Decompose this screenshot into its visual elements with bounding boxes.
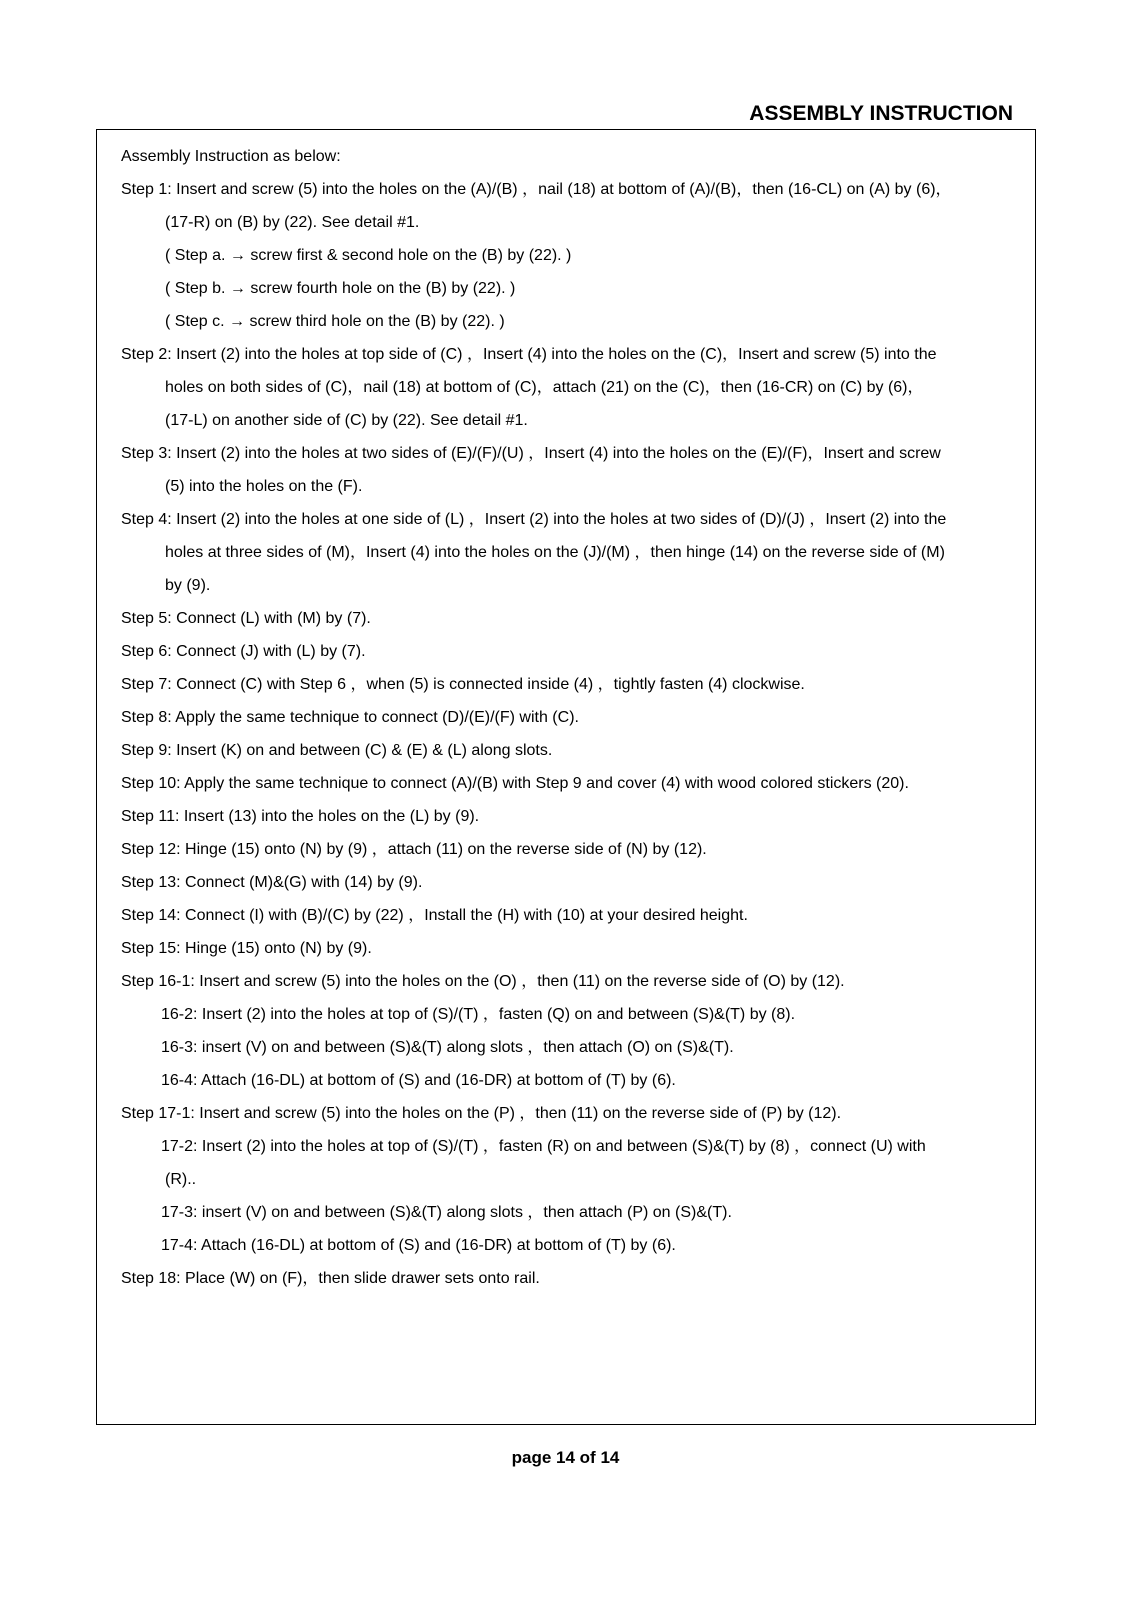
instruction-line: Step 2: Insert (2) into the holes at top side of (C) ，Insert (4) into the holes on the (C)，Insert and screw (5) into the: [121, 346, 937, 363]
instruction-line: Step 18: Place (W) on (F)，then slide drawer sets onto rail.: [121, 1270, 540, 1287]
instruction-line: Step 17-1: Insert and screw (5) into the holes on the (P) ，then (11) on the reverse side of (P) by (12).: [121, 1105, 842, 1122]
instruction-line: Step 13: Connect (M)&(G) with (14) by (9).: [121, 874, 423, 891]
instruction-line: Step 6: Connect (J) with (L) by (7).: [121, 643, 366, 660]
instruction-line: 17-3: insert (V) on and between (S)&(T) along slots ，then attach (P) on (S)&(T).: [161, 1204, 732, 1221]
instruction-line: (17-R) on (B) by (22). See detail #1.: [165, 214, 420, 231]
instruction-line: Step 7: Connect (C) with Step 6 ，when (5) is connected inside (4) ，tightly fasten (4) clockwise.: [121, 676, 805, 693]
instruction-line: Step 3: Insert (2) into the holes at two sides of (E)/(F)/(U) ，Insert (4) into the holes on the (E)/(F)，Insert and screw: [121, 445, 941, 462]
instruction-line: Step 5: Connect (L) with (M) by (7).: [121, 610, 371, 627]
instruction-line: Step 9: Insert (K) on and between (C) & (E) & (L) along slots.: [121, 742, 553, 759]
instruction-line: (5) into the holes on the (F).: [165, 478, 363, 495]
instruction-line: 17-4: Attach (16-DL) at bottom of (S) and (16-DR) at bottom of (T) by (6).: [161, 1237, 676, 1254]
instruction-line: Step 12: Hinge (15) onto (N) by (9) ，attach (11) on the reverse side of (N) by (12).: [121, 841, 707, 858]
instruction-line: (17-L) on another side of (C) by (22). See detail #1.: [165, 412, 528, 429]
page-number: page 14 of 14: [511, 1448, 620, 1467]
instruction-line: ( Step a. → screw first & second hole on the (B) by (22). ): [165, 247, 572, 264]
instruction-line: Step 1: Insert and screw (5) into the holes on the (A)/(B) ，nail (18) at bottom of (A)/(B)，then (16-CL) on (A) by (6)，: [121, 181, 952, 198]
instruction-line: 17-2: Insert (2) into the holes at top of (S)/(T) ，fasten (R) on and between (S)&(T) by (8) ，connect (U) with: [161, 1138, 926, 1155]
instruction-line: Step 8: Apply the same technique to connect (D)/(E)/(F) with (C).: [121, 709, 579, 726]
instruction-line: Assembly Instruction as below:: [121, 148, 341, 165]
instruction-line: 16-4: Attach (16-DL) at bottom of (S) and (16-DR) at bottom of (T) by (6).: [161, 1072, 676, 1089]
page-title: ASSEMBLY INSTRUCTION: [749, 102, 1013, 125]
instruction-line: Step 4: Insert (2) into the holes at one side of (L) ，Insert (2) into the holes at two sides of (D)/(J) ，Insert (2) into the: [121, 511, 947, 528]
instruction-line: ( Step c. → screw third hole on the (B) by (22). ): [165, 313, 505, 330]
instruction-line: 16-3: insert (V) on and between (S)&(T) along slots ，then attach (O) on (S)&(T).: [161, 1039, 734, 1056]
instruction-line: Step 14: Connect (I) with (B)/(C) by (22) ，Install the (H) with (10) at your desired height.: [121, 907, 748, 924]
instruction-line: Step 11: Insert (13) into the holes on the (L) by (9).: [121, 808, 480, 825]
instruction-box: [96, 129, 1036, 1425]
instruction-line: holes on both sides of (C)，nail (18) at bottom of (C)，attach (21) on the (C)，then (16-CR) on (C) by (6)，: [165, 379, 924, 396]
instruction-line: Step 15: Hinge (15) onto (N) by (9).: [121, 940, 372, 957]
instruction-line: ( Step b. → screw fourth hole on the (B) by (22). ): [165, 280, 516, 297]
instruction-line: Step 10: Apply the same technique to connect (A)/(B) with Step 9 and cover (4) with wood colored stickers (20).: [121, 775, 909, 792]
instruction-line: (R)..: [165, 1171, 197, 1188]
instruction-list: [121, 144, 1021, 1299]
instruction-line: by (9).: [165, 577, 211, 594]
instruction-line: 16-2: Insert (2) into the holes at top of (S)/(T) ，fasten (Q) on and between (S)&(T) by (8).: [161, 1006, 796, 1023]
instruction-line: holes at three sides of (M)，Insert (4) into the holes on the (J)/(M) ，then hinge (14) on the reverse side of (M): [165, 544, 945, 561]
instruction-line: Step 16-1: Insert and screw (5) into the holes on the (O) ，then (11) on the reverse side of (O) by (12).: [121, 973, 845, 990]
